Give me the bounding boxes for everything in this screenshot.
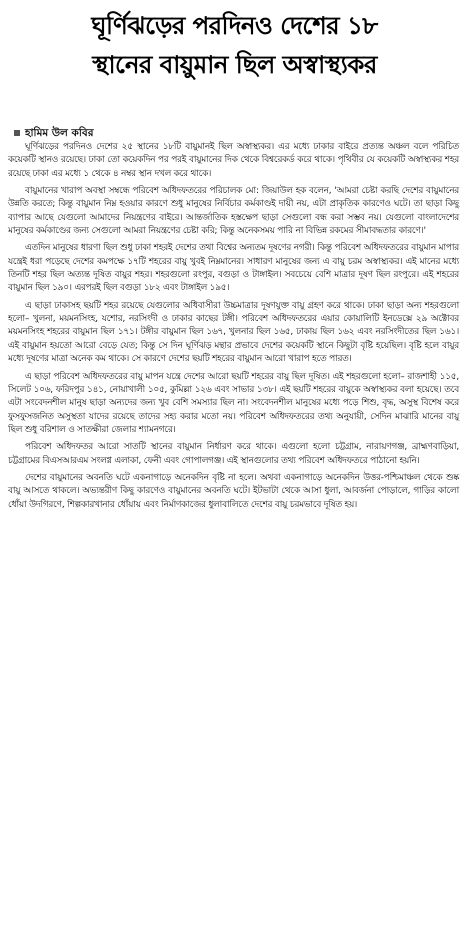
paragraph: এতদিন মানুষের ধারণা ছিল শুধু ঢাকা শহরই দেশের তথা বিশ্বের অন্যতম দূষণের নগরী। কিন্তু পরিবেশ অধিদফতরের বায়ুমান মাপার যন্ত্রেই ধরা পড়েছে দেশের কমপক্ষে ১৭টি শহরের বায়ু খুবই নিম্নমানের। সাধারণ মানুষের জন্য এ বায়ু চরম অস্বাস্থ্যকর। এই মানের মধ্যে তিনটি শহর ছিল অত্যন্ত দূষিত বায়ুর শহর। শহরগুলো রংপুর, বগুড়া ও টাঙ্গাইল। সবচেয়ে বেশি মাত্রার দূষণ ছিল রংপুরে। এই শহরের বায়ুমান ছিল ১৯০। এরপরই ছিল বগুড়া ১৮২ এবং টাঙ্গাইল ১৯৫। xyxy=(8,243,459,294)
paragraph: এ ছাড়া পরিবেশ অধিদফতরের বায়ু মাপন যন্ত্রে দেশের আরো ছয়টি শহরের বায়ু ছিল দূষিত। এই শহরগুলো হলো– রাজশাহী ১১৫, সিলেট ১০৬, ফরিদপুর ১৪১, নোয়াখালী ১০৫, কুমিল্লা ১২৬ এবং সাভার ১৩৮। এই ছয়টি শহরের বায়ুকে অস্বাস্থ্যকর বলা হয়েছে। তবে এটা সংবেদনশীল মানুষ ছাড়া অন্যদের জন্য খুব বেশি সমস্যার ছিল না। সংবেদনশীল মানুষের মধ্যে পড়ে শিশু, বৃদ্ধ, অসুস্থ বিশেষ করে ফুসফুসজনিত অসুস্থতা যাদের রয়েছে তাদের সহ্য করার মতো নয়। পরিবেশ অধিদফতরের তথ্য অনুযায়ী, সেদিন মাঝারি মানের বায়ু ছিল শুধু বরিশাল ও সাতক্ষীরা জেলার শ্যামনগরে। xyxy=(8,371,459,435)
paragraph: ঘূর্ণিঝড়ের পরদিনও দেশের ২৫ স্থানের ১৮টি বায়ুমানই ছিল অস্বাস্থ্যকর। এর মধ্যে ঢাকার বাইরে প্রত্যন্ত অঞ্চল বলে পরিচিত কয়েকটি স্থানও রয়েছে। ঢাকা তো কয়েকদিন পর পরই বায়ুমানের দিক থেকে বিশ্বরেকর্ড করে থাকে। পৃথিবীর যে কয়েকটি অস্বাস্থ্যকর শহর রয়েছে ঢাকা এর মধ্যে ১ থেকে ৪ নম্বর স্থান দখল করে থাকে। xyxy=(8,142,459,179)
paragraph: এ ছাড়া ঢাকাসহ ছয়টি শহর রয়েছে যেগুলোর অধিবাসীরা উচ্চমাত্রার দূষণযুক্ত বায়ু গ্রহণ করে থাকে। ঢাকা ছাড়া অন্য শহরগুলো হলো– খুলনা, ময়মনসিংহ, যশোর, নরসিংদী ও ঢাকার কাছের টঙ্গী। পরিবেশ অধিদফতরের এয়ার কোয়ালিটি ইনডেক্সে ২৯ অক্টোবর ময়মনসিংহ শহরের বায়ুমান ছিল ১৭১। টঙ্গীর বায়ুমান ছিল ১৬৭, খুলনার ছিল ১৬৫, ঢাকায় ছিল ১৬২ এবং নরসিংদীতের ছিল ১৬১। এই বায়ুমান হয়তো আরো বেড়ে যেত; কিন্তু সে দিন ঘূর্ণিঝড় মন্থার প্রভাবে দেশের কয়েকটি স্থানে কিছুটা বৃষ্টি হয়েছিল। বৃষ্টি হলে বায়ুর মধ্যে দূষণের মাত্রা অনেক কম থাকে। সে কারণে দেশের ছয়টি শহরের বায়ুমান আরো খারাপ হতে পারত। xyxy=(8,300,459,365)
headline-line-1: ঘূর্ণিঝড়ের পরদিনও দেশের ১৮ xyxy=(91,11,378,40)
author-name: হামিম উল কবির xyxy=(25,127,94,139)
article-body xyxy=(8,141,459,516)
headline-line-2: স্থানের বায়ুমান ছিল অস্বাস্থ্যকর xyxy=(92,50,377,79)
bullet-square-icon xyxy=(14,130,20,136)
paragraph: বায়ুমানের খারাপ অবস্থা সম্বন্ধে পরিবেশ অধিদফতরের পরিচালক মো: জিয়াউল হক বলেন, 'আমরা চেষ্টা করছি দেশের বায়ুমানের উন্নতি করতে; কিন্তু বায়ুমান নিম্ন হওয়ার কারণে শুধু মানুষের নির্বিচার কর্মকাণ্ডই দায়ী নয়, এটা প্রাকৃতিক কারণেও ঘটে। তা ছাড়া কিছু ব্যাপার আছে যেগুলো আমাদের নিয়ন্ত্রণের বাইরে। আন্তর্জাতিক হস্তক্ষেপ ছাড়া সেগুলো বন্ধ করা সম্ভব নয়। যেগুলো বাংলাদেশের মানুষের কর্মকাণ্ডের জন্য সেগুলো আমরা নিয়ন্ত্রণের চেষ্টা করি; কিন্তু অনেকসময় পারি না বিভিন্ন রকমের সীমাবদ্ধতার কারণে।' xyxy=(8,186,459,237)
paragraph: পরিবেশ অধিদফতর আরো সাতটি স্থানের বায়ুমান নির্ধারণ করে থাকে। এগুলো হলো চট্টগ্রাম, নারায়ণগঞ্জ, ব্রাহ্মণবাড়িয়া, চট্টগ্রামের বিএসআরএম সংলগ্ন এলাকা, ফেনী এবং গোপালগঞ্জ। এই স্থানগুলোর তথ্য পরিবেশ অধিদফতরে পাঠানো হয়নি। xyxy=(8,442,459,466)
article-headline xyxy=(4,6,465,84)
paragraph: দেশের বায়ুমানের অবনতি ঘটে একনাগাড়ে অনেকদিন বৃষ্টি না হলে। অথবা একনাগাড়ে অনেকদিন উত্তর-পশ্চিমাঞ্চল থেকে শুষ্ক বায়ু আসতে থাকলে। অভ্যন্তরীণ কিছু কারণেও বায়ুমানের অবনতি ঘটে। ইটভাটা থেকে আসা ধুলা, আবর্জনা পোড়ালে, গাড়ির কালো ধোঁয়া উদগিরণে, শিল্পকারখানার ধোঁয়ায় এবং নির্মাণকাজের ধুলাবালিতে দেশের বায়ু চরমভাবে দূষিত হয়। xyxy=(8,472,459,510)
